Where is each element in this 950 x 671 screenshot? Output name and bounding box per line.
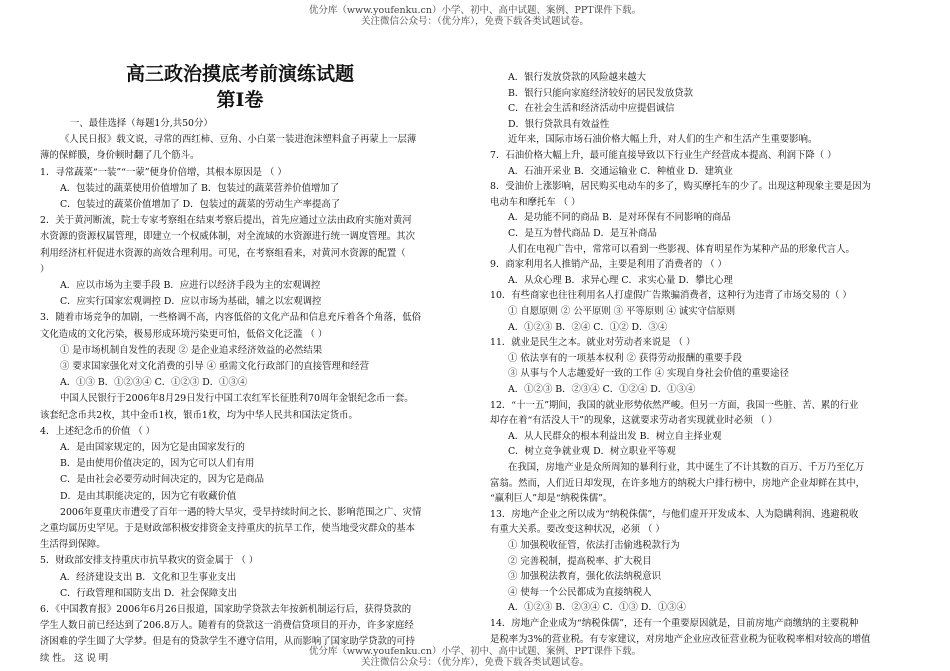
right-text-line: 14．房地产企业成为“纳税侏儒”，还有一个重要原因就是，目前房地产商缴纳的主要税种 [490, 618, 859, 629]
right-text-line: A．①②③ B．②④ C．①② D．③④ [508, 321, 668, 333]
right-text-line: A．①②③ B．②③④ C．①②④ D．①③④ [508, 384, 696, 395]
right-text-line: A．是功能不同的商品 B．是对环保有不同影响的商品 [508, 212, 731, 224]
left-text-line: C．是由社会必要劳动时间决定的，因为它是商品 [60, 474, 265, 486]
right-text-line: 人们在电视广告中，常常可以看到一些影视、体育明星作为某种产品的形象代言人。 [508, 243, 855, 255]
left-text-line: ① 是市场机制自发性的表现 ② 是企业追求经济效益的必然结果 [60, 344, 323, 356]
left-text-line: 水资源的资源权属管理，即建立一个权威体制，对全流域的水资源进行统一调度管理。其次 [40, 231, 416, 243]
right-text-line: 却存在着“有活没人干”的现象，这就要求劳动者实现就业时必须 （ ） [490, 415, 778, 427]
left-text-line: 5．财政部安排支持重庆市抗旱救灾的资金属于 （ ） [40, 555, 259, 567]
right-text-line: C．是互为替代商品 D．是互补商品 [508, 228, 657, 239]
right-text-line: 11．就业是民生之本。就业对劳动者来说是 （ ） [490, 337, 696, 349]
left-text-line: 学生人数日前已经达到了206.8万人。随着有的贷款这一消费信贷项目的开办，许多家庭经 [40, 620, 414, 632]
left-text-line: A．应以市场为主要手段 B．应进行以经济手段为主的宏观调控 [60, 280, 321, 291]
watermark-line1: 优分库（www.youfenku.cn）小学、初中、高中试题、案例、PPT课件下载。 [308, 5, 642, 16]
right-text-line: C．树立竞争就业观 D．树立职业平等观 [508, 446, 676, 458]
left-text-line: C．行政管理和国防支出 D．社会保障支出 [60, 587, 238, 599]
left-text-line: C．包装过的蔬菜价值增加了 D．包装过的蔬菜的劳动生产率提高了 [60, 199, 341, 210]
right-text-line: C．在社会生活和经济活动中应提倡诚信 [508, 103, 675, 115]
left-text-line: ） [40, 263, 50, 275]
watermark-bottom [0, 646, 950, 668]
left-text-line: A．包装过的蔬菜使用价值增加了 B．包装过的蔬菜营养价值增加了 [60, 182, 340, 194]
left-text-line: 4．上述纪念币的价值 （ ） [40, 425, 156, 437]
left-text-line: A．经济建设支出 B．文化和卫生事业支出 [60, 571, 237, 583]
left-text-line: A．是由国家规定的，因为它是由国家发行的 [60, 442, 245, 453]
left-text-line: 2006年夏重庆市遭受了百年一遇的特大旱灾，受旱持续时间之长、影响范围之广、灾情 [60, 506, 422, 518]
left-text-line: 《人民日报》载文说，寻常的西红柿、豆角、小白菜一装进泡沫塑料盒子再蒙上一层薄 [60, 134, 417, 146]
right-text-line: A．①②③ B．②③④ C．①③ D．①③④ [508, 602, 686, 614]
watermark-line2: 关注微信公众号：（优分库），免费下载各类试题试卷。 [360, 657, 589, 668]
right-text-line: 有重大关系。要改变这种状况，必须 （ ） [490, 524, 665, 536]
left-text-line: A．①③ B．①②③④ C．①②③ D．①③④ [60, 377, 248, 389]
left-text-line: 续 性。 这 说 明 [40, 652, 109, 664]
exam-title: 高三政治摸底考前演练试题 [125, 63, 354, 85]
right-text-line: A．石油开采业 B．交通运输业 C．种植业 D．建筑业 [508, 165, 733, 177]
left-text-line: B．是由使用价值决定的，因为它可以人们有用 [60, 458, 255, 470]
right-text-line: ① 依法享有的一项基本权利 ② 获得劳动报酬的重要手段 [508, 352, 742, 364]
right-text-line: 在我国，房地产业是众所周知的暴利行业，其中诞生了不计其数的百万、千万乃至亿万 [508, 462, 865, 473]
left-text-line: 薄的保鲜膜，身价顿时翻了几个筋斗。 [40, 150, 200, 162]
right-text-line: 近年来，国际市场石油价格大幅上升，对人们的生产和生活产生重要影响。 [508, 134, 818, 146]
left-text-line: ③ 要求国家强化对文化消费的引导 ④ 亟需文化行政部门的直接管理和经营 [60, 361, 369, 372]
right-text-line: ① 自愿原则 ② 公平原则 ③ 平等原则 ④ 诚实守信原则 [508, 306, 736, 317]
right-text-line: 13．房地产企业之所以成为“纳税侏儒”，与他们虚开开发成本、人为隐瞒利润、逃避税收 [490, 508, 859, 520]
left-text-line: 2．关于黄河断流，院士专家考察组在结束考察后提出，首先应通过立法由政府实施对黄河 [40, 215, 412, 227]
left-text-line: 文化造成的文化污染，极易形成环境污染更可怕，低俗文化泛滥 （ ） [40, 328, 328, 340]
right-text-line: 电动车和摩托车 （ ） [490, 196, 581, 208]
right-text-line: 12．“十一五”期间，我国的就业形势依然严峻。但另一方面，我国一些脏、苦、累的行业 [490, 399, 859, 411]
right-text-line: A．从众心理 B．求异心理 C．求实心量 D．攀比心理 [508, 274, 733, 286]
left-text-line: 一、最佳选择（每题1分,共50分） [70, 118, 213, 129]
left-text-line: 生活得到保障。 [40, 539, 106, 551]
right-text-line: 9．商家利用名人推销产品，主要是利用了消费者的 （ ） [490, 259, 727, 271]
left-text-line: 6．《中国教育报》2006年6月26日报道，国家助学贷款去年按新机制运行后，获得贷款的 [40, 604, 412, 615]
left-text-line: 3．随着市场竞争的加剧，一些格调不高，内容低俗的文化产品和信息充斥着各个角落，低俗 [40, 312, 421, 324]
right-text-line: 是税率为3%的营业税。有专家建议，对房地产企业应改征营业税为征收税率相对较高的增值 [490, 633, 871, 645]
left-text-line: 1．寻常蔬菜“一装”“一蒙”便身价倍增，其根本原因是 （ ） [40, 166, 287, 178]
right-text-line: A．从人民群众的根本利益出发 B．树立自主择业观 [508, 430, 722, 442]
right-text-line: ④ 使每一个公民都成为直接纳税人 [508, 586, 652, 598]
right-text-line: 8．受油价上涨影响，居民购买电动车的多了，购买摩托车的少了。出现这种现象主要是因为 [490, 181, 871, 193]
volume-title: 第Ⅰ卷 [216, 89, 264, 111]
right-text-line: ① 加强税收征管，依法打击偷逃税款行为 [508, 540, 680, 551]
right-text-line: B．银行只能向家庭经济较好的居民发放贷款 [508, 87, 694, 99]
right-text-line: A．银行发放贷款的风险越来越大 [508, 72, 647, 83]
right-text-line: D．银行贷款具有效益性 [508, 118, 610, 130]
left-text-line: 该套纪念币共2枚，其中金币1枚，银币1枚，均为中华人民共和国法定货币。 [40, 409, 358, 421]
watermark-line1: 优分库（www.youfenku.cn）小学、初中、高中试题、案例、PPT课件下载。 [308, 646, 642, 657]
right-text-line: “赢利巨人”却是“纳税侏儒”。 [490, 493, 613, 505]
left-text-line: 中国人民银行于2006年8月29日发行中国工农红军长征胜利70周年金银纪念币一套。 [60, 393, 414, 405]
left-text-line: C．应实行国家宏观调控 D．应以市场为基础，辅之以宏观调控 [60, 296, 322, 308]
right-text-line: 7．石油价格大幅上升，最可能直接导致以下行业生产经营成本提高、利润下降（ ） [490, 150, 837, 161]
right-text-line: ② 完善税制，提高税率、扩大税目 [508, 555, 652, 567]
right-text-line: ③ 加强税法教育，强化依法纳税意识 [508, 571, 661, 583]
right-text-line: ③ 从事与个人志趣爱好一致的工作 ④ 实现自身社会价值的重要途径 [508, 368, 789, 380]
left-text-line: D．是由其职能决定的，因为它有收藏价值 [60, 490, 237, 502]
watermark-line2: 关注微信公众号：（优分库），免费下载各类试题试卷。 [360, 16, 589, 27]
left-text-line: 济困难的学生圆了大学梦。但是有的贷款学生不遵守信用，从而影响了国家助学贷款的可持 [40, 636, 416, 648]
right-text-line: 富翁。然而，人们近日却发现，在许多地方的纳税大户排行榜中，房地产企业却鲜在其中， [490, 477, 866, 489]
left-text-line: 之重均属历史罕见。于是财政部积极安排资金支持重庆的抗旱工作，使当地受灾群众的基本 [40, 523, 416, 534]
watermark-top [0, 5, 950, 27]
left-text-line: 利用经济杠杆促进水资源的高效合理利用。可见，在考察组看来，对黄河水资源的配置（ [40, 247, 406, 259]
right-text-line: 10．有些商家也往往利用名人打虚假广告欺骗消费者，这种行为违背了市场交易的（ ） [490, 290, 852, 302]
